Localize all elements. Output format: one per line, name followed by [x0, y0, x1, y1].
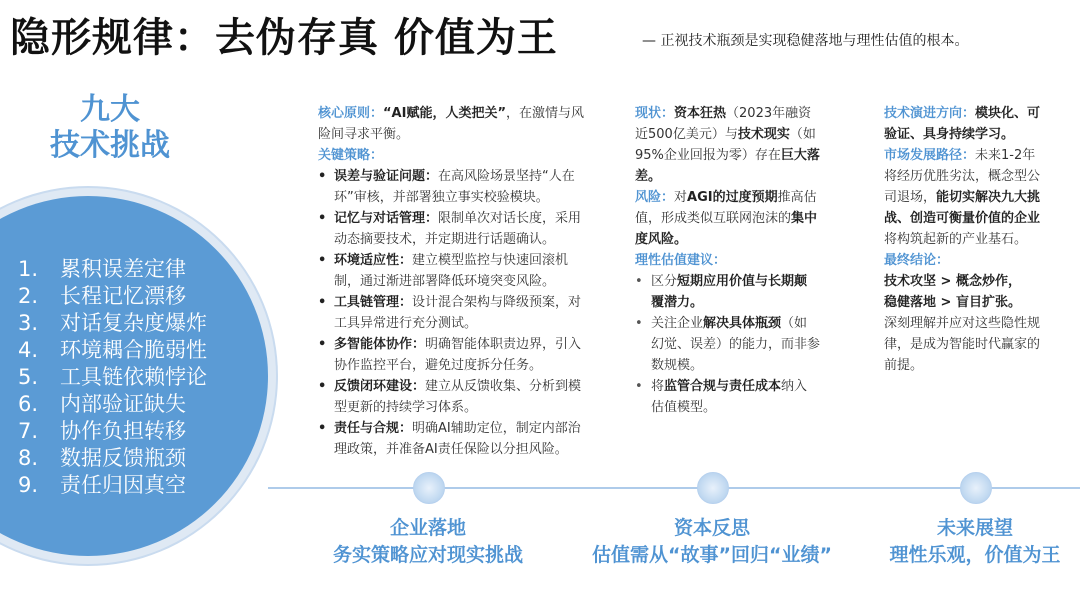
direction-bold: 模块化、可验证、具身持续学习。 [884, 106, 1041, 142]
challenge-number: 2. [18, 284, 39, 308]
timeline-subheading: 理性乐观，价值为王 [889, 544, 1061, 566]
capital-column [635, 103, 820, 418]
challenges-list [18, 256, 207, 499]
core-principle-bold: “AI赋能，人类把关” [383, 106, 507, 121]
timeline-subheading: 务实策略应对现实挑战 [332, 544, 523, 566]
challenge-item [18, 256, 207, 283]
challenge-text: 责任归因真空 [60, 473, 186, 497]
advice-text: （如幻觉、误差）的能力，而非参数规模。 [651, 316, 821, 373]
core-principle-label: 核心原则： [318, 106, 384, 121]
strategy-item [318, 376, 590, 418]
challenge-text: 工具链依赖悖论 [60, 365, 207, 389]
strategy-title: 记忆与对话管理： [334, 211, 439, 226]
advice-bold: 短期应用价值与长期颠覆潜力。 [651, 274, 808, 310]
strategy-text: 明确智能体职责边界，引入协作监控平台，避免过度拆分任务。 [334, 337, 582, 373]
strategy-item [318, 166, 590, 208]
timeline-label-future [835, 515, 1080, 569]
risk-bold-1: AGI的过度预期 [687, 190, 778, 205]
outlook-column [884, 103, 1044, 376]
strategy-item [318, 292, 590, 334]
challenge-item [18, 445, 207, 472]
strategy-text: 限制单次对话长度，采用动态摘要技术，并定期进行话题确认。 [334, 211, 582, 247]
advice-item [635, 271, 820, 313]
market-text-1: 未来1-2年将经历优胜劣汰，概念型公司退场， [884, 148, 1041, 205]
advice-text: 纳入估值模型。 [651, 379, 808, 415]
strategy-item [318, 334, 590, 376]
advice-bold: 监管合规与责任成本 [664, 379, 782, 394]
risk-bold-2: 集中度风险。 [635, 211, 818, 247]
strategy-title: 环境适应性： [334, 253, 413, 268]
direction-paragraph [884, 103, 1044, 145]
challenge-text: 协作负担转移 [60, 419, 186, 443]
conclusion-bold-1: 技术攻坚 > 概念炒作， [884, 274, 1021, 289]
advice-text: 区分 [651, 274, 678, 289]
status-bold-3: 巨大落差。 [635, 148, 820, 184]
strategy-text: 明确AI辅助定位，制定内部治理政策，并准备AI责任保险以分担风险。 [334, 421, 581, 457]
timeline-subheading: 估值需从“故事”回归“业绩” [592, 544, 832, 566]
status-bold-1: 资本狂热 [674, 106, 727, 121]
challenge-number: 7. [18, 419, 39, 443]
status-label: 现状： [635, 106, 675, 121]
core-principle [318, 103, 590, 145]
challenge-text: 长程记忆漂移 [60, 284, 186, 308]
challenge-number: 3. [18, 311, 39, 335]
strategy-title: 反馈闭环建设： [334, 379, 426, 394]
timeline-line [268, 487, 1080, 489]
market-text-2: 将构筑起新的产业基石。 [884, 232, 1028, 247]
challenge-text: 对话复杂度爆炸 [60, 311, 207, 335]
valuation-advice-label: 理性估值建议： [635, 253, 727, 268]
timeline-dot [697, 472, 729, 504]
advice-bold: 解决具体瓶颈 [703, 316, 782, 331]
strategy-text: 建立从反馈收集、分析到模型更新的持续学习体系。 [334, 379, 582, 415]
core-principle-text: ，在激情与风险间寻求平衡。 [318, 106, 585, 142]
challenge-text: 累积误差定律 [60, 257, 186, 281]
advice-item [635, 376, 820, 418]
timeline-label-enterprise [288, 515, 568, 569]
strategy-item [318, 418, 590, 460]
challenge-number: 6. [18, 392, 39, 416]
timeline-dot [960, 472, 992, 504]
challenge-item [18, 418, 207, 445]
challenges-title-line1: 九大 [80, 92, 140, 127]
timeline-heading: 资本反思 [673, 517, 750, 539]
conclusion-text: 深刻理解并应对这些隐性规律，是成为智能时代赢家的前提。 [884, 316, 1041, 373]
challenge-text: 数据反馈瓶颈 [60, 446, 186, 470]
challenge-item [18, 310, 207, 337]
strategy-item [318, 208, 590, 250]
status-text-1: （2023年融资近500亿美元）与 [635, 106, 812, 142]
timeline-label-capital [572, 515, 852, 569]
strategy-list [318, 166, 590, 460]
risk-paragraph [635, 187, 820, 250]
strategy-text: 设计混合架构与降级预案，对工具异常进行充分测试。 [334, 295, 582, 331]
market-paragraph [884, 145, 1044, 250]
risk-text-2: 推高估值，形成类似互联网泡沫的 [635, 190, 817, 226]
page-subtitle: — 正视技术瓶颈是实现稳健落地与理性估值的根本。 [642, 33, 969, 49]
strategy-title: 工具链管理： [334, 295, 413, 310]
strategy-title: 责任与合规： [334, 421, 413, 436]
challenge-item [18, 391, 207, 418]
market-bold: 能切实解决九大挑战、创造可衡量价值的企业 [884, 190, 1041, 226]
strategy-title: 多智能体协作： [334, 337, 426, 352]
valuation-advice-list [635, 271, 820, 418]
status-bold-2: 技术现实 [737, 127, 790, 142]
conclusion-label: 最终结论： [884, 253, 950, 268]
status-text-2: （如95%企业回报为零）存在 [635, 127, 816, 163]
advice-text: 将 [651, 379, 665, 394]
advice-text: 关注企业 [651, 316, 704, 331]
timeline-heading: 企业落地 [389, 517, 466, 539]
challenge-item [18, 337, 207, 364]
challenge-number: 9. [18, 473, 39, 497]
risk-text-1: 对 [674, 190, 688, 205]
direction-label: 技术演进方向： [884, 106, 976, 121]
challenge-item [18, 283, 207, 310]
challenge-text: 环境耦合脆弱性 [60, 338, 207, 362]
challenges-title [40, 92, 180, 164]
timeline-heading: 未来展望 [936, 517, 1013, 539]
conclusion-bold-2: 稳健落地 > 盲目扩张。 [884, 295, 1021, 310]
enterprise-column [318, 103, 590, 460]
challenge-number: 5. [18, 365, 39, 389]
strategy-text: 建立模型监控与快速回滚机制，通过渐进部署降低环境突变风险。 [334, 253, 569, 289]
challenge-text: 内部验证缺失 [60, 392, 186, 416]
strategy-text: 在高风险场景坚持“人在环”审核，并部署独立事实校验模块。 [334, 169, 575, 205]
challenges-title-line2: 技术挑战 [50, 128, 170, 163]
strategy-title: 误差与验证问题： [334, 169, 439, 184]
market-label: 市场发展路径： [884, 148, 976, 163]
timeline-dot [413, 472, 445, 504]
risk-label: 风险： [635, 190, 675, 205]
challenge-number: 4. [18, 338, 39, 362]
strategy-item [318, 250, 590, 292]
challenge-item [18, 364, 207, 391]
advice-item [635, 313, 820, 376]
challenge-number: 8. [18, 446, 39, 470]
status-paragraph [635, 103, 820, 187]
challenge-item [18, 472, 207, 499]
challenge-number: 1. [18, 257, 39, 281]
page-title: 隐形规律：去伪存真 价值为王 [10, 15, 558, 61]
key-strategy-label: 关键策略： [318, 148, 384, 163]
